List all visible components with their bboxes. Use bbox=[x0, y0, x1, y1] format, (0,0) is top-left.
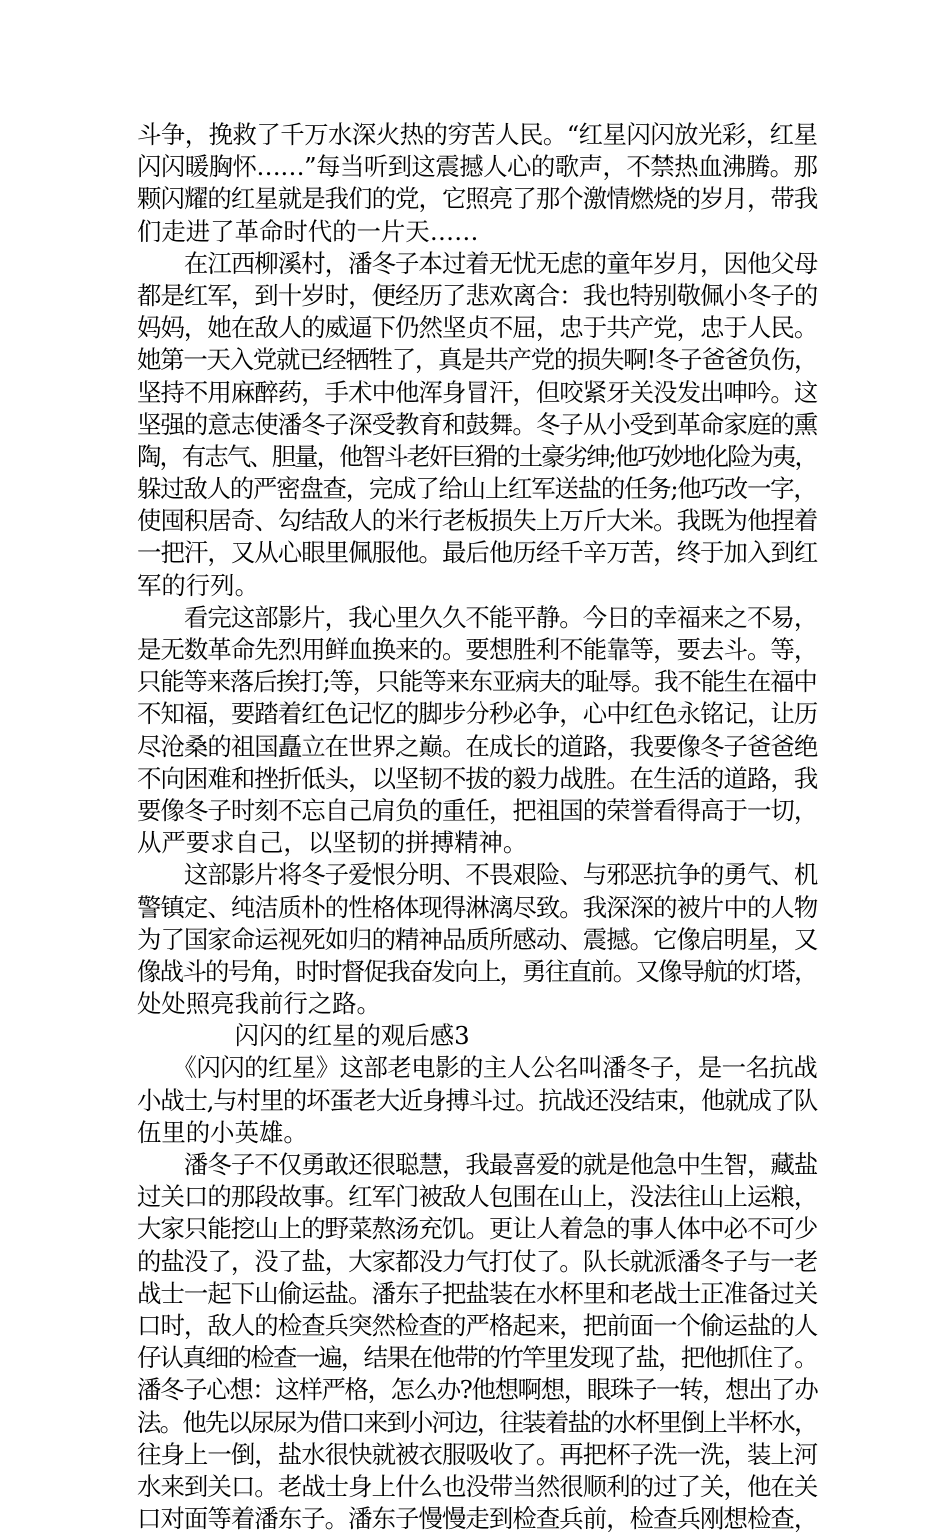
text-line: 在江西柳溪村，潘冬子本过着无忧无虑的童年岁月，因他父母 bbox=[137, 248, 818, 278]
text-line: 口时，敌人的检查兵突然检查的严格起来，把前面一个偷运盐的人 bbox=[137, 1310, 818, 1340]
text-line: 看完这部影片，我心里久久不能平静。今日的幸福来之不易， bbox=[137, 602, 818, 632]
text-line: 躲过敌人的严密盘查，完成了给山上红军送盐的任务;他巧改一字， bbox=[137, 474, 817, 504]
text-line: 斗争，挽救了千万水深火热的穷苦人民。“红星闪闪放光彩，红星 bbox=[137, 120, 818, 149]
text-line: 处处照亮我前行之路。 bbox=[137, 989, 381, 1019]
text-line: 们走进了革命时代的一片天…… bbox=[137, 216, 479, 246]
text-line: 潘冬子不仅勇敢还很聪慧，我最喜爱的就是他急中生智，藏盐 bbox=[137, 1150, 818, 1179]
text-line: 过关口的那段故事。红军门被敌人包围在山上，没法往山上运粮， bbox=[137, 1182, 818, 1212]
text-line: 《闪闪的红星》这部老电影的主人公名叫潘冬子，是一名抗战 bbox=[137, 1053, 818, 1083]
text-line: 小战士,与村里的坏蛋老大近身搏斗过。抗战还没结束，他就成了队 bbox=[137, 1085, 818, 1115]
text-line: 一把汗，又从心眼里佩服他。最后他历经千辛万苦，终于加入到红 bbox=[137, 538, 818, 568]
text-line: 颗闪耀的红星就是我们的党，它照亮了那个激情燃烧的岁月，带我 bbox=[137, 184, 818, 214]
text-line: 警镇定、纯洁质朴的性格体现得淋漓尽致。我深深的被片中的人物 bbox=[137, 892, 818, 922]
text-line: 尽沧桑的祖国矗立在世界之巅。在成长的道路，我要像冬子爸爸绝 bbox=[137, 731, 818, 761]
text-line: 坚强的意志使潘冬子深受教育和鼓舞。冬子从小受到革命家庭的熏 bbox=[137, 409, 818, 439]
text-line: 闪闪暖胸怀……”每当听到这震撼人心的歌声，不禁热血沸腾。那 bbox=[137, 152, 818, 182]
text-line: 法。他先以尿尿为借口来到小河边，往装着盐的水杯里倒上半杯水， bbox=[137, 1407, 817, 1437]
text-line: 使囤积居奇、勾结敌人的米行老板损失上万斤大米。我既为他捏着 bbox=[137, 506, 818, 536]
text-line: 她第一天入党就已经牺牲了，真是共产党的损失啊!冬子爸爸负伤， bbox=[137, 345, 818, 375]
text-line: 是无数革命先烈用鲜血换来的。要想胜利不能靠等，要去斗。等， bbox=[137, 635, 818, 664]
text-line: 水来到关口。老战士身上什么也没带当然很顺利的过了关，他在关 bbox=[137, 1471, 818, 1501]
text-line: 伍里的小英雄。 bbox=[137, 1117, 308, 1147]
text-line: 陶，有志气、胆量，他智斗老奸巨猾的土豪劣绅;他巧妙地化险为夷， bbox=[137, 441, 817, 471]
text-line: 闪闪的红星的观后感3 bbox=[137, 1021, 470, 1051]
text-line: 要像冬子时刻不忘自己肩负的重任，把祖国的荣誉看得高于一切， bbox=[137, 795, 818, 825]
text-line: 的盐没了，没了盐，大家都没力气打仗了。队长就派潘冬子与一老 bbox=[137, 1246, 818, 1276]
text-line: 妈妈，她在敌人的威逼下仍然坚贞不屈，忠于共产党，忠于人民。 bbox=[137, 313, 818, 343]
text-line: 像战斗的号角，时时督促我奋发向上，勇往直前。又像导航的灯塔， bbox=[137, 956, 817, 986]
text-line: 战士一起下山偷运盐。潘东子把盐装在水杯里和老战士正准备过关 bbox=[137, 1278, 818, 1308]
text-line: 仔认真细的检查一遍，结果在他带的竹竿里发现了盐，把他抓住了。 bbox=[137, 1343, 817, 1373]
text-line: 从严要求自己，以坚韧的拼搏精神。 bbox=[137, 828, 528, 858]
body-text bbox=[137, 119, 817, 1535]
text-line: 大家只能挖山上的野菜熬汤充饥。更让人着急的事人体中必不可少 bbox=[137, 1214, 818, 1244]
text-line: 往身上一倒，盐水很快就被衣服吸收了。再把杯子洗一洗，装上河 bbox=[137, 1439, 818, 1469]
text-line: 这部影片将冬子爱恨分明、不畏艰险、与邪恶抗争的勇气、机 bbox=[137, 860, 818, 890]
text-line: 不知福，要踏着红色记忆的脚步分秒必争，心中红色永铭记，让历 bbox=[137, 699, 818, 729]
text-line: 都是红军，到十岁时，便经历了悲欢离合：我也特别敬佩小冬子的 bbox=[137, 280, 818, 310]
text-line: 军的行列。 bbox=[137, 570, 259, 600]
text-line: 只能等来落后挨打;等，只能等来东亚病夫的耻辱。我不能生在福中 bbox=[137, 667, 817, 697]
text-line: 坚持不用麻醉药，手术中他浑身冒汗，但咬紧牙关没发出呻吟。这 bbox=[137, 377, 818, 407]
text-line: 为了国家命运视死如归的精神品质所感动、震撼。它像启明星，又 bbox=[137, 924, 818, 954]
text-line: 不向困难和挫折低头，以坚韧不拔的毅力战胜。在生活的道路，我 bbox=[137, 763, 818, 793]
text-line: 口对面等着潘东子。潘东子慢慢走到检查兵前，检查兵刚想检查， bbox=[137, 1504, 818, 1534]
text-line: 潘冬子心想：这样严格，怎么办?他想啊想，眼珠子一转，想出了办 bbox=[137, 1375, 818, 1405]
